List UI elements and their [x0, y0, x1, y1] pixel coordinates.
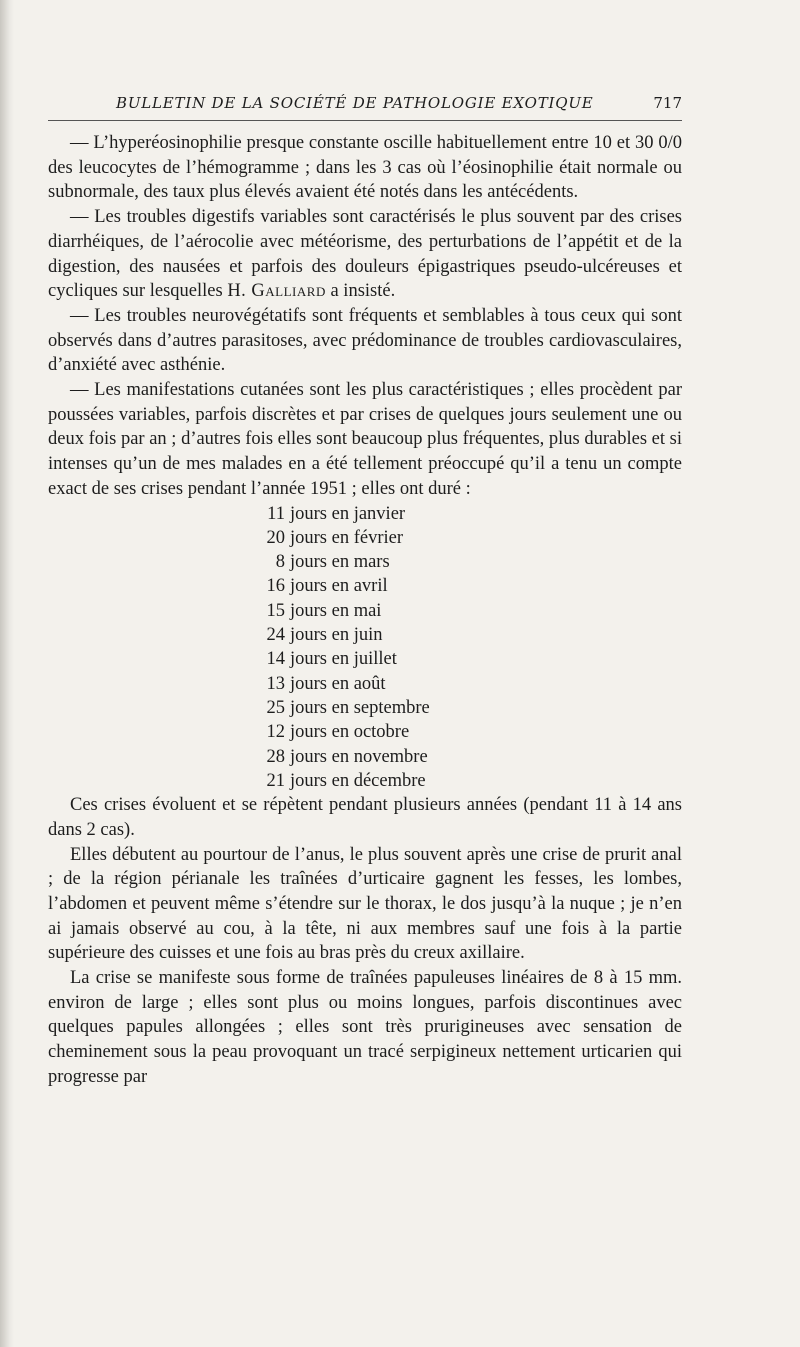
- list-days: 20: [266, 527, 285, 548]
- list-item: [261, 623, 682, 647]
- paragraph-digestive: [48, 205, 682, 304]
- running-header: [48, 92, 682, 121]
- list-days: 21: [266, 770, 285, 791]
- list-text: jours en octobre: [290, 722, 410, 743]
- paragraph-eosinophilia: — L’hyperéosinophilie presque constante oscille habituellement entre 10 et 30 0/0 des leucocytes de l’hémogramme ; dans les 3 cas où l’éosinophilie était normale ou subnormale, des taux plus élevés avaient été notés dans les antécédents.: [48, 133, 682, 203]
- paragraph-digestive-text: — Les troubles digestifs variables sont caractérisés le plus souvent par des crises diarrhéiques, de l’aérocolie avec météorisme, des perturbations de l’appétit et de la digestion, des nausées et parfois des douleurs épigastriques pseudo-ulcéreuses et cycliques sur lesquelles: [48, 207, 682, 302]
- list-item: [261, 574, 682, 598]
- journal-title: BULLETIN DE LA SOCIÉTÉ DE PATHOLOGIE EXOTIQUE: [116, 94, 594, 112]
- list-days: 13: [266, 673, 285, 694]
- list-item: [261, 696, 682, 720]
- list-item: [261, 526, 682, 550]
- crises-list: [261, 502, 682, 794]
- list-days: 28: [266, 746, 285, 767]
- list-text: jours en août: [290, 673, 386, 694]
- list-text: jours en juin: [290, 625, 383, 646]
- paragraph-manifestation: La crise se manifeste sous forme de traînées papuleuses linéaires de 8 à 15 mm. environ de large ; elles sont plus ou moins longues, parfois discontinues avec quelques papules allongées ; elles sont très prurigineuses avec sensation de cheminement sous la peau provoquant un tracé serpigineux nettement urticarien qui progresse par: [48, 968, 682, 1087]
- paragraph-evolution: Ces crises évoluent et se répètent pendant plusieurs années (pendant 11 à 14 ans dans 2 cas).: [48, 795, 682, 840]
- list-item: [261, 502, 682, 526]
- paragraph-cutaneous: — Les manifestations cutanées sont les plus caractéristiques ; elles procèdent par poussées variables, parfois discrètes et par crises de quelques jours seulement une ou deux fois par an ; d’autres fois elles sont beaucoup plus fréquentes, plus durables et si intenses qu’un de mes malades en a été tellement préoccupé qu’il a tenu un compte exact de ses crises pendant l’année 1951 ; elles ont duré :: [48, 380, 682, 499]
- list-days: 25: [266, 697, 285, 718]
- list-item: [261, 672, 682, 696]
- list-days: 12: [266, 722, 285, 743]
- paragraph-onset: Elles débutent au pourtour de l’anus, le plus souvent après une crise de prurit anal ; de la région périanale les traînées d’urticaire gagnent les fesses, les lombes, l’abdomen et peuvent même s’étendre sur le thorax, le dos jusqu’à la nuque ; je n’en ai jamais observé au cou, à la tête, ni aux membres sauf une fois à la partie supérieure des cuisses et une fois au bras près du creux axillaire.: [48, 844, 682, 964]
- list-text: jours en mars: [290, 552, 390, 573]
- page-number: 717: [653, 94, 682, 112]
- list-text: jours en décembre: [290, 770, 426, 791]
- list-text: jours en février: [290, 527, 404, 548]
- document-page: [48, 92, 682, 1090]
- list-item: [261, 550, 682, 574]
- paragraph-neurovegetative: — Les troubles neurovégétatifs sont fréquents et semblables à tous ceux qui sont observés dans d’autres parasitoses, avec prédominance de troubles cardiovasculaires, d’anxiété avec asthénie.: [48, 305, 682, 376]
- list-text: jours en juillet: [290, 649, 397, 670]
- list-days: 14: [266, 649, 285, 670]
- list-item: [261, 647, 682, 671]
- page-gutter: [0, 0, 14, 1347]
- list-item: [261, 745, 682, 769]
- list-text: jours en novembre: [290, 746, 428, 767]
- list-text: jours en septembre: [290, 697, 430, 718]
- list-days: 16: [266, 576, 285, 597]
- list-days: 15: [266, 600, 285, 621]
- list-item: [261, 769, 682, 793]
- list-text: jours en avril: [290, 576, 388, 597]
- list-item: [261, 720, 682, 744]
- author-tail: a insisté.: [325, 281, 396, 302]
- list-text: jours en mai: [290, 600, 382, 621]
- list-days: 11: [267, 503, 285, 524]
- list-days: 24: [266, 625, 285, 646]
- list-days: 8: [275, 552, 285, 573]
- author-name: H. Galliard: [227, 281, 326, 302]
- list-text: jours en janvier: [290, 503, 406, 524]
- body-text: [48, 131, 682, 1090]
- list-item: [261, 599, 682, 623]
